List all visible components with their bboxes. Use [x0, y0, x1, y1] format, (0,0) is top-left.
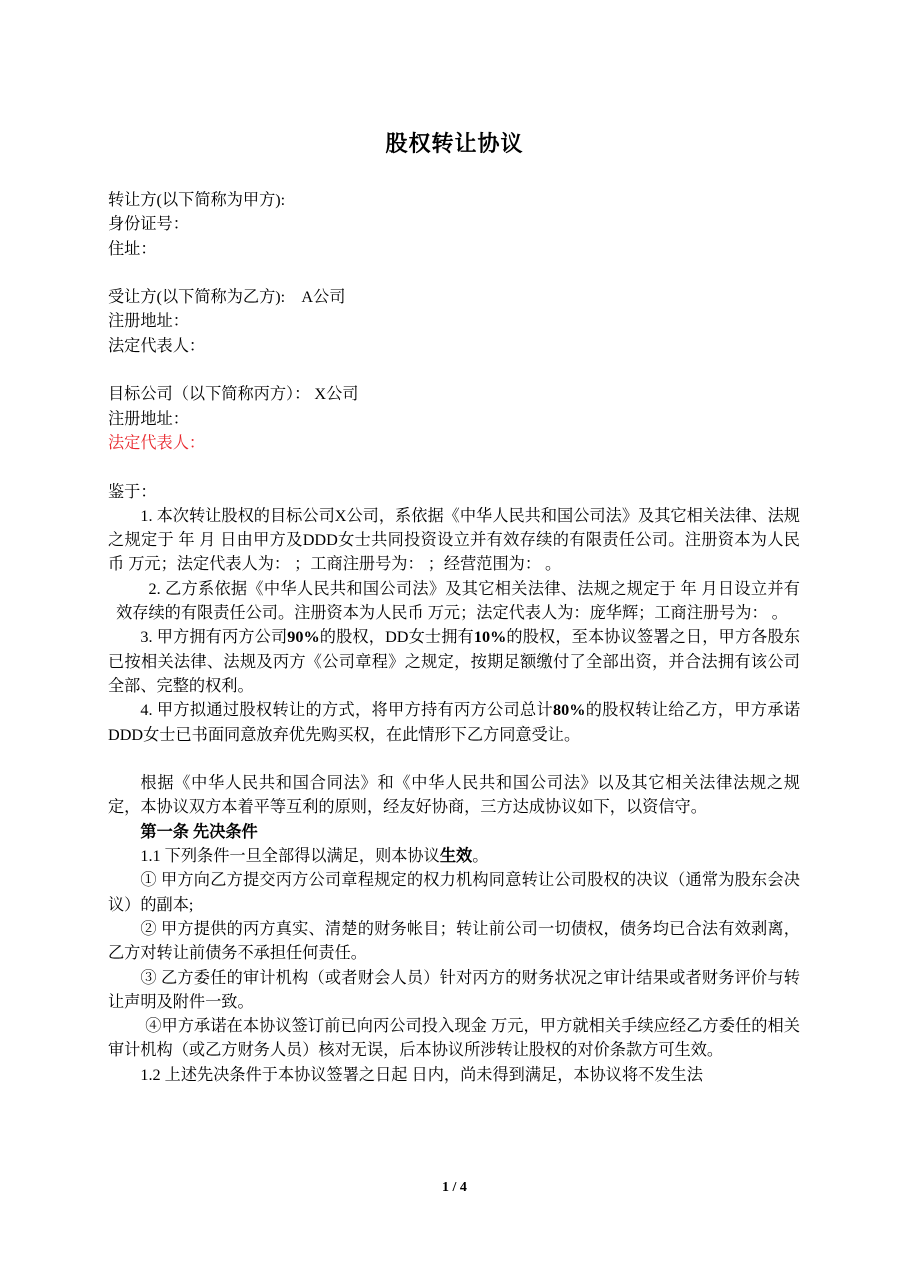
target-address-line: 注册地址：	[108, 409, 189, 428]
recital-item-3: 3. 甲方拥有丙方公司90%的股权，DD女士拥有10%的股权，至本协议签署之日，甲方各股东已按相关法律、法规及丙方《公司章程》之规定，按期足额缴付了全部出资，并合法拥有该公司全部、完整的权利。	[108, 628, 801, 695]
condition-2: ② 甲方提供的丙方真实、清楚的财务帐目；转让前公司一切债权，债务均已合法有效剥离，乙方对转让前债务不承担任何责任。	[108, 919, 800, 963]
preamble-paragraph: 根据《中华人民共和国合同法》和《中华人民共和国公司法》以及其它相关法律法规之规定，本协议双方本着平等互利的原则，经友好协商，三方达成协议如下，以资信守。	[108, 774, 800, 817]
recital-item-2: 2. 乙方系依据《中华人民共和国公司法》及其它相关法律、法规之规定于 年 月日设立并有效存续的有限责任公司。注册资本为人民币 万元；法定代表人为：庞华辉；工商注册号为： 。	[116, 579, 800, 623]
clause-1-2: 1.2 上述先决条件于本协议签署之日起 日内，尚未得到满足，本协议将不发生法	[140, 1065, 703, 1084]
target-label: 目标公司（以下简称丙方）：	[108, 385, 311, 404]
page-number: 1 / 4	[442, 1180, 467, 1195]
recitals-heading: 鉴于：	[108, 482, 157, 501]
article-1-heading: 第一条 先决条件	[140, 822, 258, 841]
transferee-line	[108, 285, 800, 309]
recital-item-4: 4. 甲方拟通过股权转让的方式，将甲方持有丙方公司总计80%的股权转让给乙方，甲方承诺DDD女士已书面同意放弃优先购买权，在此情形下乙方同意受让。	[108, 701, 801, 744]
target-name: X公司	[314, 385, 359, 404]
transferee-rep-line: 法定代表人：	[108, 336, 206, 355]
condition-3: ③ 乙方委任的审计机构（或者财会人员）针对丙方的财务状况之审计结果或者财务评价与转让声明及附件一致。	[108, 968, 800, 1011]
document-body	[108, 188, 800, 1087]
transferor-line: 转让方(以下简称为甲方):	[108, 191, 286, 209]
condition-1: ① 甲方向乙方提交丙方公司章程规定的权力机构同意转让公司股权的决议（通常为股东会决议）的副本;	[108, 871, 800, 914]
recital-item-1: 1. 本次转让股权的目标公司X公司，系依据《中华人民共和国公司法》及其它相关法律、法规之规定于 年 月 日由甲方及DDD女士共同投资设立并有效存续的有限责任公司。注册资本为人民币 万元；法定代表人为： ；工商注册号为： ；经营范围为： 。	[108, 506, 800, 574]
clause-1-1: 1.1 下列条件一旦全部得以满足，则本协议生效。	[140, 847, 489, 866]
transferor-address-line: 住址：	[108, 239, 157, 258]
condition-4: ④甲方承诺在本协议签订前已向丙公司投入现金 万元，甲方就相关手续应经乙方委任的相关审计机构（或乙方财务人员）核对无误，后本协议所涉转让股权的对价条款方可生效。	[108, 1017, 800, 1060]
target-rep-line: 法定代表人：	[108, 433, 206, 452]
target-line	[108, 382, 800, 406]
transferor-id-line: 身份证号：	[108, 215, 189, 234]
transferee-name: A公司	[301, 288, 346, 307]
document-title: 股权转让协议	[385, 131, 524, 156]
transferee-address-line: 注册地址：	[108, 312, 189, 331]
transferee-label: 受让方(以下简称为乙方):	[108, 288, 286, 307]
